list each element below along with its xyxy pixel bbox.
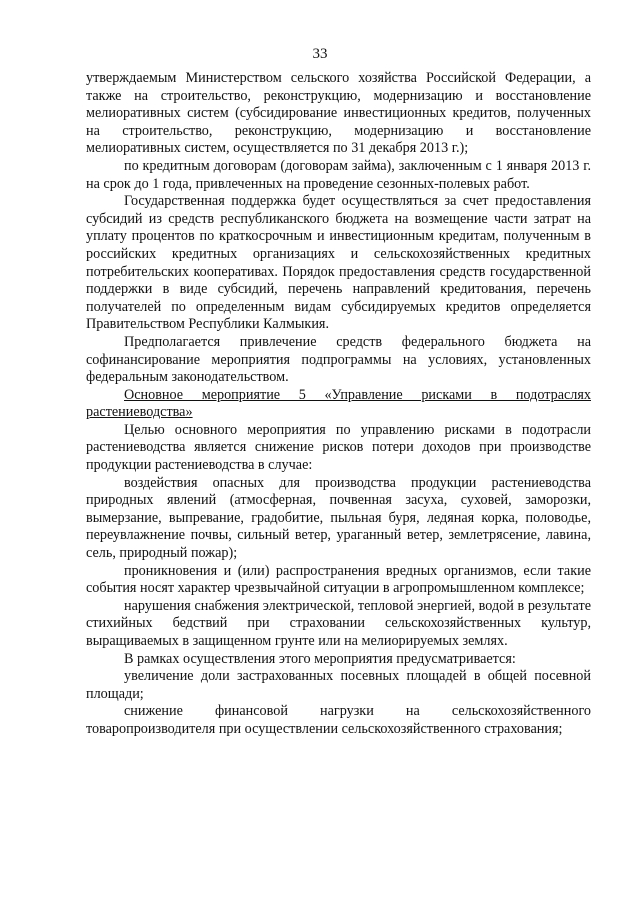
list-item-pests: проникновения и (или) распространения вредных организмов, если такие события носят характер чрезвычайной ситуации в агропромышленном комплексе; bbox=[86, 562, 591, 597]
paragraph-continuation: утверждаемым Министерством сельского хозяйства Российской Федерации, а также на строительство, реконструкцию, модернизацию и восстановление мелиоративных систем (субсидирование инвестиционных кредитов, полученных на строительство, реконструкцию, модернизацию и восстановление мелиоративных систем, осуществляется по 31 декабря 2013 г.); bbox=[86, 70, 591, 157]
list-item-insured-share: увеличение доли застрахованных посевных площадей в общей посевной площади; bbox=[86, 668, 591, 702]
paragraph-state-support: Государственная поддержка будет осуществляться за счет предоставления субсидий из средств республиканского бюджета на возмещение части затрат на уплату процентов по краткосрочным и инвестиционным кредитам, полученным в российских кредитных организациях и сельскохозяйственных кредитных потребительских кооперативах. Порядок предоставления средств государственной поддержки в виде субсидий, перечень направлений кредитования, перечень получателей по определенным видам субсидируемых кредитов определяется Правительством Республики Калмыкия. bbox=[86, 193, 591, 333]
page-number: 33 bbox=[312, 46, 328, 62]
list-item-supply-disruption: нарушения снабжения электрической, тепловой энергией, водой в результате стихийных бедствий при страховании сельскохозяйственных культур, выращиваемых в защищенном грунте или на мелиорируемых землях. bbox=[86, 597, 591, 649]
paragraph-credit-agreements: по кредитным договорам (договорам займа), заключенным с 1 января 2013 г. на срок до 1 года, привлеченных на проведение сезонных-полевых работ. bbox=[86, 157, 591, 192]
list-item-financial-burden: снижение финансовой нагрузки на сельскохозяйственного товаропроизводителя при осуществлении сельскохозяйственного страхования; bbox=[86, 703, 591, 737]
list-item-natural-hazards: воздействия опасных для производства продукции растениеводства природных явлений (атмосферная, почвенная засуха, суховей, заморозки, вымерзание, выпревание, градобитие, пыльная буря, ледяная корка, половодье, переувлажнение почвы, сильный ветер, ураганный ветер, землетрясение, лавина, сель, природный пожар); bbox=[86, 474, 591, 562]
paragraph-risk-goal: Целью основного мероприятия по управлению рисками в подотрасли растениеводства является снижение рисков потери доходов при производстве продукции растениеводства в случае: bbox=[86, 421, 591, 474]
document-body bbox=[86, 70, 591, 739]
paragraph-federal-funds: Предполагается привлечение средств федерального бюджета на софинансирование мероприятия подпрограммы на условиях, установленных федеральным законодательством. bbox=[86, 333, 591, 386]
paragraph-measures-intro: В рамках осуществления этого мероприятия предусматривается: bbox=[124, 650, 516, 667]
section-heading: Основное мероприятие 5 «Управление рисками в подотраслях растениеводства» bbox=[86, 386, 591, 421]
